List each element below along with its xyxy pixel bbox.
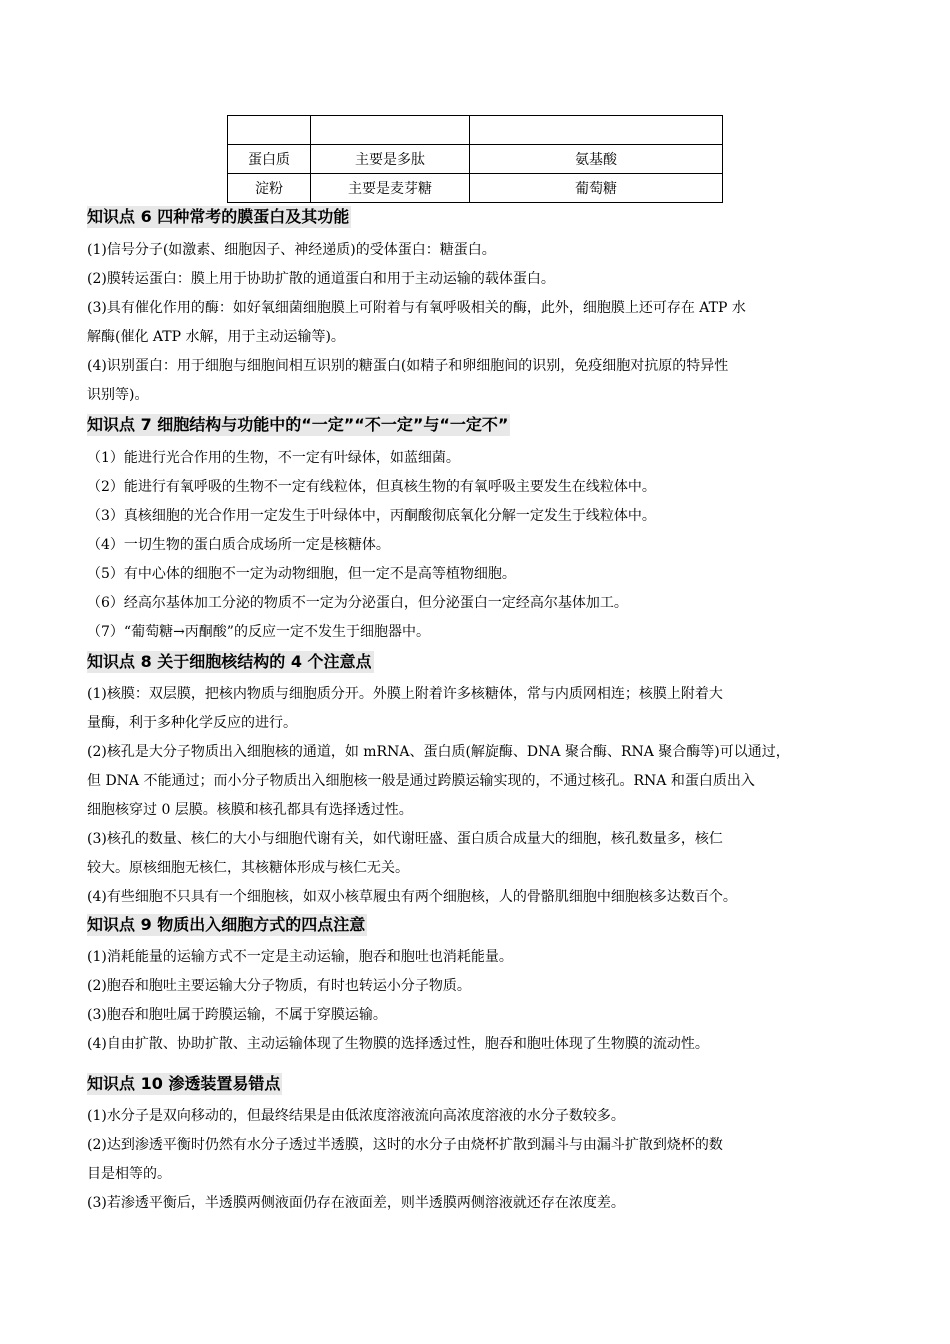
text-line: 量酶，利于多种化学反应的进行。 bbox=[87, 715, 297, 731]
table-row bbox=[228, 116, 723, 145]
text-line: (2)膜转运蛋白：膜上用于协助扩散的通道蛋白和用于主动运输的载体蛋白。 bbox=[87, 271, 555, 287]
section-body bbox=[87, 680, 877, 912]
text-line: (1)核膜：双层膜，把核内物质与细胞质分开。外膜上附着许多核糖体，常与内质网相连；核膜上附着大 bbox=[87, 686, 723, 702]
text-line: 识别等)。 bbox=[87, 387, 149, 403]
text-line: 较大。原核细胞无核仁，其核糖体形成与核仁无关。 bbox=[87, 860, 409, 876]
text-line: (2)核孔是大分子物质出入细胞核的通道，如 mRNA、蛋白质(解旋酶、DNA 聚合酶、RNA 聚合酶等)可以通过， bbox=[87, 744, 790, 760]
text-line: (3)胞吞和胞吐属于跨膜运输，不属于穿膜运输。 bbox=[87, 1007, 387, 1023]
section-heading: 知识点 8 关于细胞核结构的 4 个注意点 bbox=[87, 652, 372, 671]
text-line: 解酶(催化 ATP 水解，用于主动运输等)。 bbox=[87, 329, 345, 345]
text-line: (1)水分子是双向移动的，但最终结果是由低浓度溶液流向高浓度溶液的水分子数较多。 bbox=[87, 1108, 625, 1124]
table-cell: 淀粉 bbox=[228, 174, 311, 203]
text-line: (4)识别蛋白：用于细胞与细胞间相互识别的糖蛋白(如精子和卵细胞间的识别，免疫细胞对抗原的特异性 bbox=[87, 358, 729, 374]
text-line: (1)消耗能量的运输方式不一定是主动运输，胞吞和胞吐也消耗能量。 bbox=[87, 949, 513, 965]
section-heading: 知识点 10 渗透装置易错点 bbox=[87, 1074, 281, 1093]
text-line: (4)自由扩散、协助扩散、主动运输体现了生物膜的选择透过性，胞吞和胞吐体现了生物膜的流动性。 bbox=[87, 1036, 709, 1052]
table-cell bbox=[470, 116, 723, 145]
table-cell: 主要是麦芽糖 bbox=[311, 174, 470, 203]
text-line: （2）能进行有氧呼吸的生物不一定有线粒体，但真核生物的有氧呼吸主要发生在线粒体中。 bbox=[87, 479, 656, 495]
text-line: (3)具有催化作用的酶：如好氧细菌细胞膜上可附着与有氧呼吸相关的酶，此外，细胞膜上还可存在 ATP 水 bbox=[87, 300, 746, 316]
text-line: 目是相等的。 bbox=[87, 1166, 171, 1182]
text-line: 但 DNA 不能通过；而小分子物质出入细胞核一般是通过跨膜运输实现的，不通过核孔。RNA 和蛋白质出入 bbox=[87, 773, 755, 789]
text-line: （4）一切生物的蛋白质合成场所一定是核糖体。 bbox=[87, 537, 390, 553]
text-line: (2)胞吞和胞吐主要运输大分子物质，有时也转运小分子物质。 bbox=[87, 978, 471, 994]
table-cell: 氨基酸 bbox=[470, 145, 723, 174]
table-row bbox=[228, 145, 723, 174]
text-line: (1)信号分子(如激素、细胞因子、神经递质)的受体蛋白：糖蛋白。 bbox=[87, 242, 496, 258]
text-line: （1）能进行光合作用的生物，不一定有叶绿体，如蓝细菌。 bbox=[87, 450, 460, 466]
text-line: （3）真核细胞的光合作用一定发生于叶绿体中，丙酮酸彻底氧化分解一定发生于线粒体中。 bbox=[87, 508, 656, 524]
section-body bbox=[87, 1102, 877, 1218]
text-line: （5）有中心体的细胞不一定为动物细胞，但一定不是高等植物细胞。 bbox=[87, 566, 516, 582]
table-cell bbox=[228, 116, 311, 145]
text-line: (4)有些细胞不只具有一个细胞核，如双小核草履虫有两个细胞核，人的骨骼肌细胞中细胞核多达数百个。 bbox=[87, 889, 737, 905]
conversion-table bbox=[227, 115, 723, 203]
text-line: （6）经高尔基体加工分泌的物质不一定为分泌蛋白，但分泌蛋白一定经高尔基体加工。 bbox=[87, 595, 628, 611]
text-line: (2)达到渗透平衡时仍然有水分子透过半透膜，这时的水分子由烧杯扩散到漏斗与由漏斗扩散到烧杯的数 bbox=[87, 1137, 723, 1153]
text-line: (3)核孔的数量、核仁的大小与细胞代谢有关，如代谢旺盛、蛋白质合成量大的细胞，核孔数量多，核仁 bbox=[87, 831, 723, 847]
section-body bbox=[87, 444, 877, 647]
section-heading: 知识点 9 物质出入细胞方式的四点注意 bbox=[87, 915, 366, 934]
section-body bbox=[87, 236, 877, 410]
text-line: 细胞核穿过 0 层膜。核膜和核孔都具有选择透过性。 bbox=[87, 802, 413, 818]
table-cell: 主要是多肽 bbox=[311, 145, 470, 174]
table-row bbox=[228, 174, 723, 203]
table-cell bbox=[311, 116, 470, 145]
section-heading: 知识点 7 细胞结构与功能中的“一定”“不一定”与“一定不” bbox=[87, 415, 509, 434]
section-heading: 知识点 6 四种常考的膜蛋白及其功能 bbox=[87, 207, 350, 226]
section-body bbox=[87, 943, 877, 1059]
table-cell: 葡萄糖 bbox=[470, 174, 723, 203]
table-cell: 蛋白质 bbox=[228, 145, 311, 174]
text-line: （7）“葡萄糖→丙酮酸”的反应一定不发生于细胞器中。 bbox=[87, 624, 430, 640]
text-line: (3)若渗透平衡后，半透膜两侧液面仍存在液面差，则半透膜两侧溶液就还存在浓度差。 bbox=[87, 1195, 625, 1211]
